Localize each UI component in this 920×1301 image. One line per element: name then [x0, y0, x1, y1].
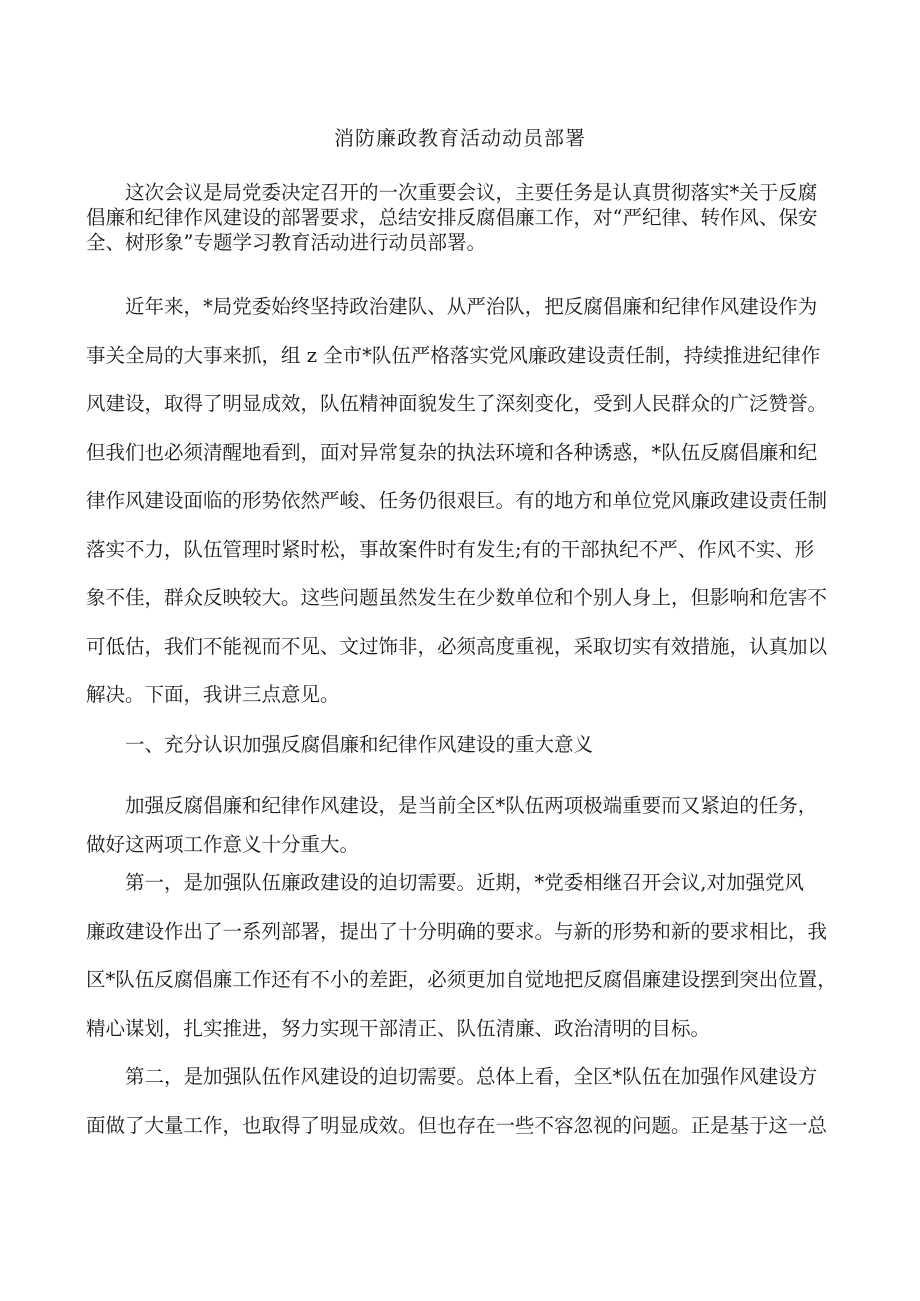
text-line: 这次会议是局党委决定召开的一次重要会议，主要任务是认真贯彻落实*关于反腐	[125, 181, 818, 204]
text-line: 第一，是加强队伍廉政建设的迫切需要。近期，*党委相继召开会议,对加强党风	[125, 871, 804, 894]
paragraph-point-one	[86, 859, 838, 1053]
text-line: 区*队伍反腐倡廉工作还有不小的差距，必须更加自觉地把反腐倡廉建设摆到突出位置，	[86, 968, 837, 991]
text-line: 近年来，*局党委始终坚持政治建队、从严治队，把反腐倡廉和纪律作风建设作为	[125, 295, 818, 318]
text-line: 第二，是加强队伍作风建设的迫切需要。总体上看，全区*队伍在加强作风建设方	[125, 1065, 818, 1088]
text-line: 象不佳，群众反映较大。这些问题虽然发生在少数单位和个别人身上，但影响和危害不	[86, 586, 828, 609]
text-line: 落实不力，队伍管理时紧时松，事故案件时有发生;有的干部执纪不严、作风不实、形	[86, 537, 815, 561]
text-line: 解决。下面，我讲三点意见。	[86, 683, 340, 706]
text-line: 风建设，取得了明显成效，队伍精神面貌发生了深刻变化，受到人民群众的广泛赞誉。	[86, 392, 828, 415]
text-line: 精心谋划，扎实推进，努力实现干部清正、队伍清廉、政治清明的目标。	[86, 1016, 711, 1040]
document-title: 消防廉政教育活动动员部署	[334, 126, 586, 150]
text-line: 事关全局的大事来抓，组 z 全市*队伍严格落实党风廉政建设责任制，持续推进纪律作	[86, 343, 821, 367]
text-line: 律作风建设面临的形势依然严峻、任务仍很艰巨。有的地方和单位党风廉政建设责任制	[86, 489, 828, 512]
section-heading	[86, 730, 838, 760]
text-line: 但我们也必须清醒地看到，面对异常复杂的执法环境和各种诱惑，*队伍反腐倡廉和纪	[86, 440, 818, 464]
paragraph-background	[86, 283, 838, 720]
paragraph-point-two	[86, 1053, 838, 1150]
text-line: 全、树形象”专题学习教育活动进行动员部署。	[86, 231, 486, 254]
text-line: 可低估，我们不能视而不见、文过饰非，必须高度重视，采取切实有效措施，认真加以	[86, 634, 828, 658]
text-line: 廉政建设作出了一系列部署，提出了十分明确的要求。与新的形势和新的要求相比，我	[86, 919, 828, 943]
paragraph-significance	[86, 786, 838, 864]
text-line: 加强反腐倡廉和纪律作风建设，是当前全区*队伍两项极端重要而又紧迫的任务，	[125, 794, 818, 817]
heading-line: 一、充分认识加强反腐倡廉和纪律作风建设的重大意义	[125, 733, 594, 756]
paragraph-intro	[86, 180, 838, 255]
text-line: 倡廉和纪律作风建设的部署要求，总结安排反腐倡廉工作，对“严纪律、转作风、保安	[86, 206, 818, 229]
text-line: 面做了大量工作，也取得了明显成效。但也存在一些不容忽视的问题。正是基于这一总	[86, 1113, 828, 1137]
text-line: 做好这两项工作意义十分重大。	[86, 833, 360, 856]
